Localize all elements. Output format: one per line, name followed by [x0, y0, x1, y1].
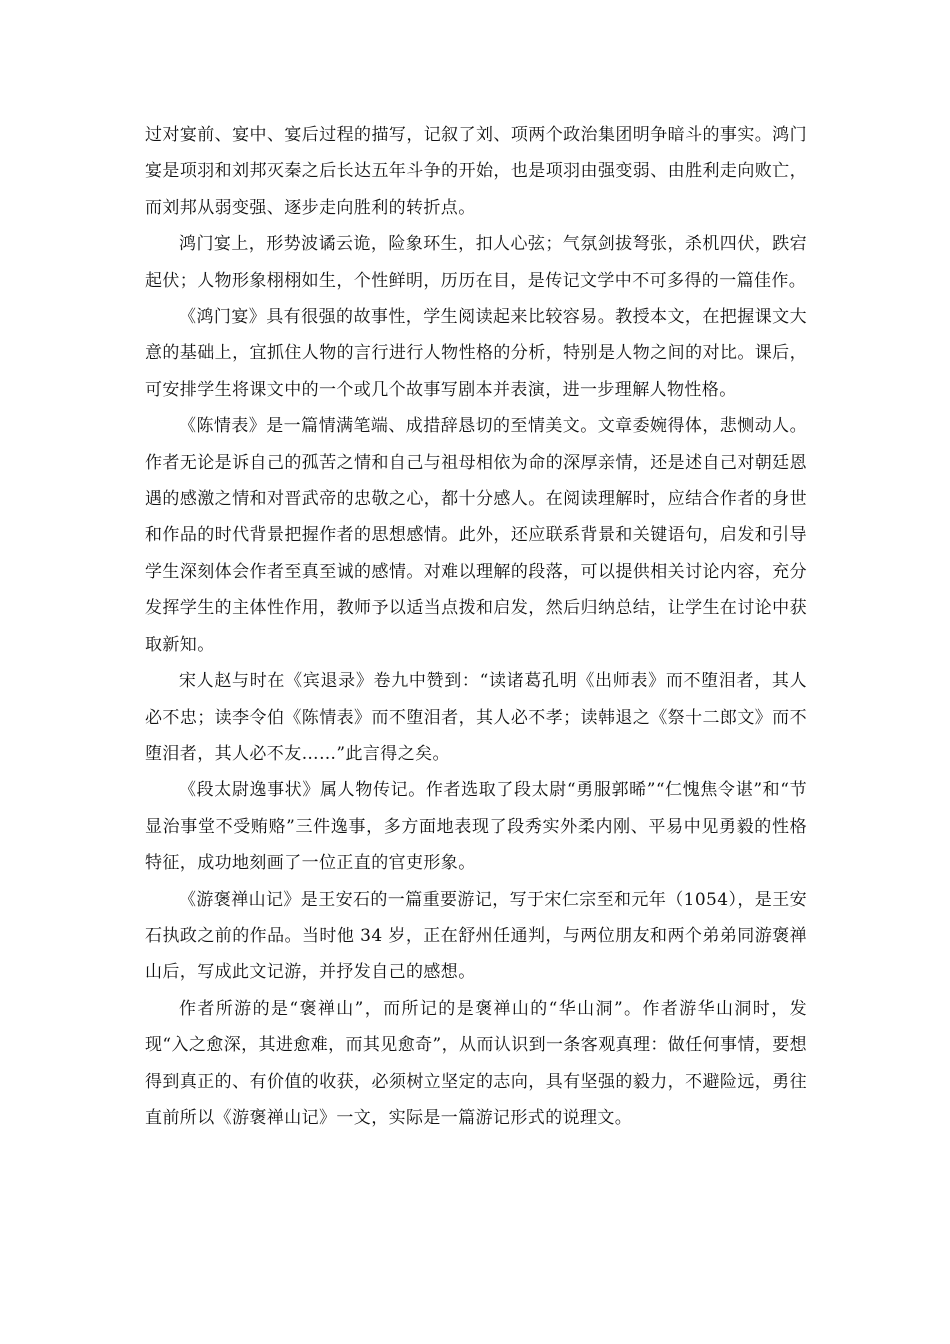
- paragraph-duan-taiwei: 《段太尉逸事状》属人物传记。作者选取了段太尉“勇服郭晞”“仁愧焦令谌”和“节显治事堂不受贿赂”三件逸事，多方面地表现了段秀实外柔内刚、平易中见勇毅的性格特征，成功地刻画了一位正直的官吏形象。: [145, 780, 807, 874]
- paragraph-continuation: 过对宴前、宴中、宴后过程的描写，记叙了刘、项两个政治集团明争暗斗的事实。鸿门宴是项羽和刘邦灭秦之后长达五年斗争的开始，也是项羽由强变弱、由胜利走向败亡，而刘邦从弱变强、逐步走向胜利的转折点。: [145, 125, 807, 218]
- paragraph-baochanshan-intro: 《游褒禅山记》是王安石的一篇重要游记，写于宋仁宗至和元年（1054），是王安石执政之前的作品。当时他 34 岁，正在舒州任通判，与两位朋友和两个弟弟同游褒禅山后，写成此文记游，并抒发自己的感想。: [145, 889, 807, 983]
- document-body: [145, 117, 807, 1136]
- paragraph-baochanshan-analysis: 作者所游的是“褒禅山”，而所记的是褒禅山的“华山洞”。作者游华山洞时，发现“入之愈深，其进愈难，而其见愈奇”，从而认识到一条客观真理：做任何事情，要想得到真正的、有价值的收获，必须树立坚定的志向，具有坚强的毅力，不避险远，勇往直前所以《游褒禅山记》一文，实际是一篇游记形式的说理文。: [145, 998, 807, 1128]
- paragraph-binduilu-quote: 宋人赵与时在《宾退录》卷九中赞到：“读诸葛孔明《出师表》而不堕泪者，其人必不忠；读李令伯《陈情表》而不堕泪者，其人必不孝；读韩退之《祭十二郎文》而不堕泪者，其人必不友……”此言得之矣。: [145, 671, 807, 764]
- paragraph-hongmen-atmosphere: 鸿门宴上，形势波谲云诡，险象环生，扣人心弦；气氛剑拔弩张，杀机四伏，跌宕起伏；人物形象栩栩如生，个性鲜明，历历在目，是传记文学中不可多得的一篇佳作。: [145, 234, 807, 291]
- paragraph-chenqingbiao: 《陈情表》是一篇情满笔端、成措辞恳切的至情美文。文章委婉得体，悲恻动人。作者无论是诉自己的孤苦之情和自己与祖母相依为命的深厚亲情，还是述自己对朝廷恩遇的感激之情和对晋武帝的忠敬之心，都十分感人。在阅读理解时，应结合作者的身世和作品的时代背景把握作者的思想感情。此外，还应联系背景和关键语句，启发和引导学生深刻体会作者至真至诚的感情。对难以理解的段落，可以提供相关讨论内容，充分发挥学生的主体性作用，教师予以适当点拨和启发，然后归纳总结，让学生在讨论中获取新知。: [145, 416, 807, 655]
- paragraph-hongmen-teaching: 《鸿门宴》具有很强的故事性，学生阅读起来比较容易。教授本文，在把握课文大意的基础上，宜抓住人物的言行进行人物性格的分析，特别是人物之间的对比。课后，可安排学生将课文中的一个或几个故事写剧本并表演，进一步理解人物性格。: [145, 307, 807, 400]
